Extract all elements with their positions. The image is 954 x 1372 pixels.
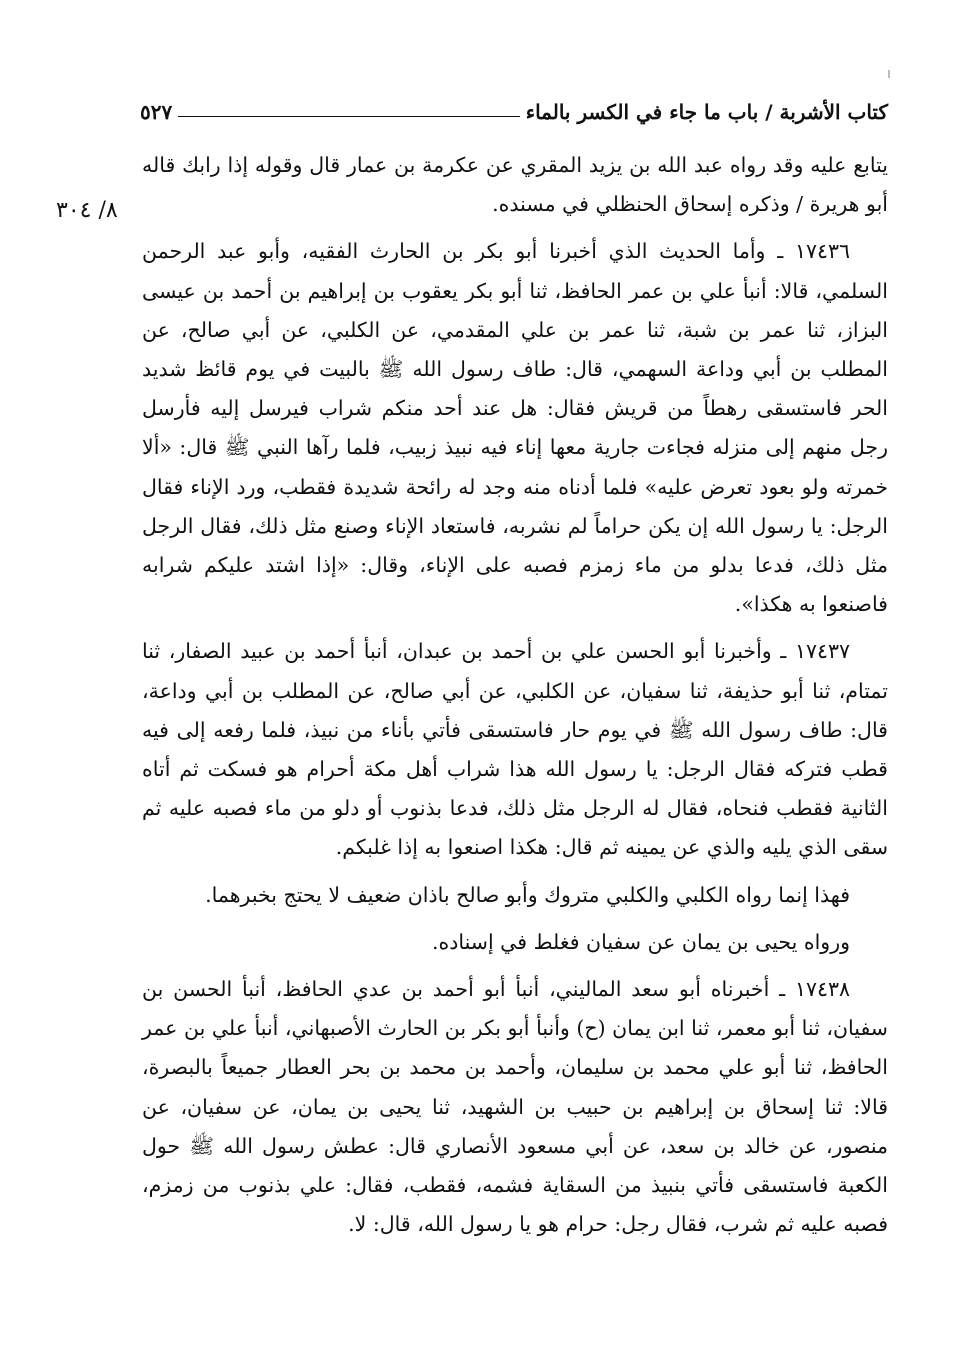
paragraph-commentary: فهذا إنما رواه الكلبي والكلبي متروك وأبو صالح باذان ضعيف لا يحتج بخبرهما. xyxy=(205,882,850,907)
header-rule xyxy=(178,116,519,117)
page-speck xyxy=(888,70,890,78)
page-number: ٥٢٧ xyxy=(140,100,173,124)
running-header xyxy=(140,88,888,124)
paragraph-hadith-17438: ١٧٤٣٨ ـ أخبرناه أبو سعد الماليني، أنبأ أبو أحمد بن عدي الحافظ، أنبأ الحسن بن سفيان، ثنا أبو معمر، ثنا ابن يمان (ح) وأنبأ أبو بكر بن الحارث الأصبهاني، أنبأ علي بن عمر الحافظ، ثنا أبو علي محمد بن سليمان، وأحمد بن محمد بن بحر العطار جميعاً بالبصرة، قالا: ثنا إسحاق بن إبراهيم بن حبيب بن الشهيد، ثنا يحيى بن يمان، عن سفيان، عن منصور، عن خالد بن سعد، عن أبي مسعود الأنصاري قال: عطش رسول الله ﷺ حول الكعبة فاستسقى فأتي بنبيذ من السقاية فشمه، فقطب، فقال: علي بذنوب من زمزم، فصبه عليه ثم شرب، فقال رجل: حرام هو يا رسول الله، قال: لا. xyxy=(142,977,888,1237)
paragraph-continuation: يتابع عليه وقد رواه عبد الله بن يزيد المقري عن عكرمة بن عمار قال وقوله إذا رابك قاله أبو هريرة / وذكره إسحاق الحنظلي في مسنده. xyxy=(142,153,888,217)
header-title: كتاب الأشربة / باب ما جاء في الكسر بالماء xyxy=(525,100,888,124)
paragraph-hadith-17436: ١٧٤٣٦ ـ وأما الحديث الذي أخبرنا أبو بكر بن الحارث الفقيه، وأبو عبد الرحمن السلمي، قالا: أنبأ علي بن عمر الحافظ، ثنا أبو بكر يعقوب بن إبراهيم بن أحمد بن عيسى البزاز، ثنا عمر بن شبة، ثنا عمر بن علي المقدمي، عن الكلبي، عن أبي صالح، عن المطلب بن أبي وداعة السهمي، قال: طاف رسول الله ﷺ بالبيت في يوم قائظ شديد الحر فاستسقى رهطاً من قريش فقال: هل عند أحد منكم شراب فيرسل إليه فأرسل رجل منهم إلى منزله فجاءت جارية معها إناء فيه نبيذ زبيب، فلما رآها النبي ﷺ قال: «ألا خمرته ولو بعود تعرض عليه» فلما أدناه منه وجد له رائحة شديدة فقطب، ورد الإناء فقال الرجل: يا رسول الله إن يكن حراماً لم نشربه، فاستعاد الإناء وصنع مثل ذلك، فقال الرجل مثل ذلك، فدعا بدلو من ماء زمزم فصبه على الإناء، وقال: «إذا اشتد عليكم شرابه فاصنعوا به هكذا». xyxy=(142,239,888,617)
paragraph-hadith-17437: ١٧٤٣٧ ـ وأخبرنا أبو الحسن علي بن أحمد بن عبدان، أنبأ أحمد بن عبيد الصفار، ثنا تمتام، ثنا أبو حذيفة، ثنا سفيان، عن الكلبي، عن أبي صالح، عن المطلب بن أبي وداعة، قال: طاف رسول الله ﷺ في يوم حار فاستسقى فأتي بأناء من نبيذ، فلما رفعه إلى فيه قطب فتركه فقال الرجل: يا رسول الله هذا شراب أهل مكة أحرام هو فسكت ثم أتاه الثانية فقطب فنحاه، فقال له الرجل مثل ذلك، فدعا بذنوب أو دلو من ماء فصبه عليه ثم سقى الذي يليه والذي عن يمينه ثم قال: هكذا اصنعوا به إذا غلبكم. xyxy=(142,639,888,860)
paragraph-commentary-2: ورواه يحيى بن يمان عن سفيان فغلط في إسناده. xyxy=(431,929,850,954)
margin-reference: ٨/ ٣٠٤ xyxy=(56,198,118,223)
body-text xyxy=(142,146,888,1252)
